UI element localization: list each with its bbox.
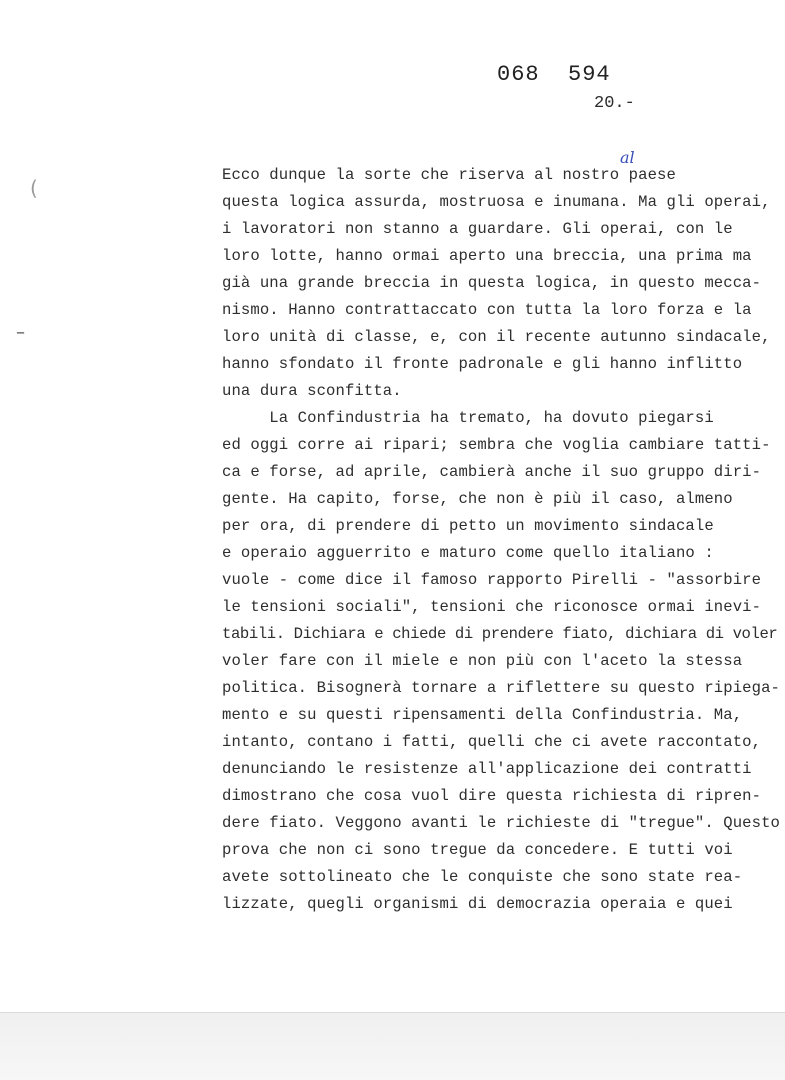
margin-mark-dash: –	[16, 322, 25, 343]
text-line: loro unità di classe, e, con il recente autunno sindacale,	[222, 328, 771, 346]
text-line: nismo. Hanno contrattaccato con tutta la loro forza e la	[222, 301, 752, 319]
text-line: voler fare con il miele e non più con l'aceto la stessa	[222, 652, 743, 670]
text-line: vuole - come dice il famoso rapporto Pirelli - "assorbire	[222, 571, 762, 589]
text-line: questa logica assurda, mostruosa e inumana. Ma gli operai,	[222, 193, 771, 211]
document-number: 068 594	[497, 62, 611, 87]
text-line: gente. Ha capito, forse, che non è più il caso, almeno	[222, 490, 733, 508]
text-line: mento e su questi ripensamenti della Confindustria. Ma,	[222, 706, 743, 724]
page-bottom-edge	[0, 1012, 785, 1080]
text-line: dere fiato. Veggono avanti le richieste di "tregue". Questo	[222, 814, 781, 832]
text-line: denunciando le resistenze all'applicazione dei contratti	[222, 760, 752, 778]
text-line: La Confindustria ha tremato, ha dovuto piegarsi	[222, 409, 714, 427]
text-line: hanno sfondato il fronte padronale e gli hanno inflitto	[222, 355, 743, 373]
text-line: politica. Bisognerà tornare a riflettere su questo ripiega-	[222, 679, 781, 697]
text-line: ed oggi corre ai ripari; sembra che voglia cambiare tatti-	[222, 436, 771, 454]
text-line: loro lotte, hanno ormai aperto una breccia, una prima ma	[222, 247, 752, 265]
text-line: prova che non ci sono tregue da concedere. E tutti voi	[222, 841, 733, 859]
text-line: ca e forse, ad aprile, cambierà anche il suo gruppo diri-	[222, 463, 762, 481]
text-line: per ora, di prendere di petto un movimento sindacale	[222, 517, 714, 535]
text-line: intanto, contano i fatti, quelli che ci avete raccontato,	[222, 733, 762, 751]
text-line: e operaio agguerrito e maturo come quello italiano :	[222, 544, 714, 562]
text-line: avete sottolineato che le conquiste che sono state rea-	[222, 868, 743, 886]
margin-mark-parenthesis: (	[30, 176, 38, 200]
text-line: le tensioni sociali", tensioni che riconosce ormai inevi-	[222, 598, 762, 616]
page-number: 20.-	[594, 94, 635, 113]
text-line: lizzate, quegli organismi di democrazia operaia e quei	[222, 895, 733, 913]
text-line: tabili. Dichiara e chiede di prendere fiato, dichiara di voler	[222, 625, 778, 643]
handwritten-correction: al	[620, 148, 635, 167]
text-line: dimostrano che cosa vuol dire questa richiesta di ripren-	[222, 787, 762, 805]
text-line: i lavoratori non stanno a guardare. Gli operai, con le	[222, 220, 733, 238]
text-line: Ecco dunque la sorte che riserva al nostro paese	[222, 166, 676, 184]
text-line: già una grande breccia in questa logica, in questo mecca-	[222, 274, 762, 292]
text-line: una dura sconfitta.	[222, 382, 402, 400]
